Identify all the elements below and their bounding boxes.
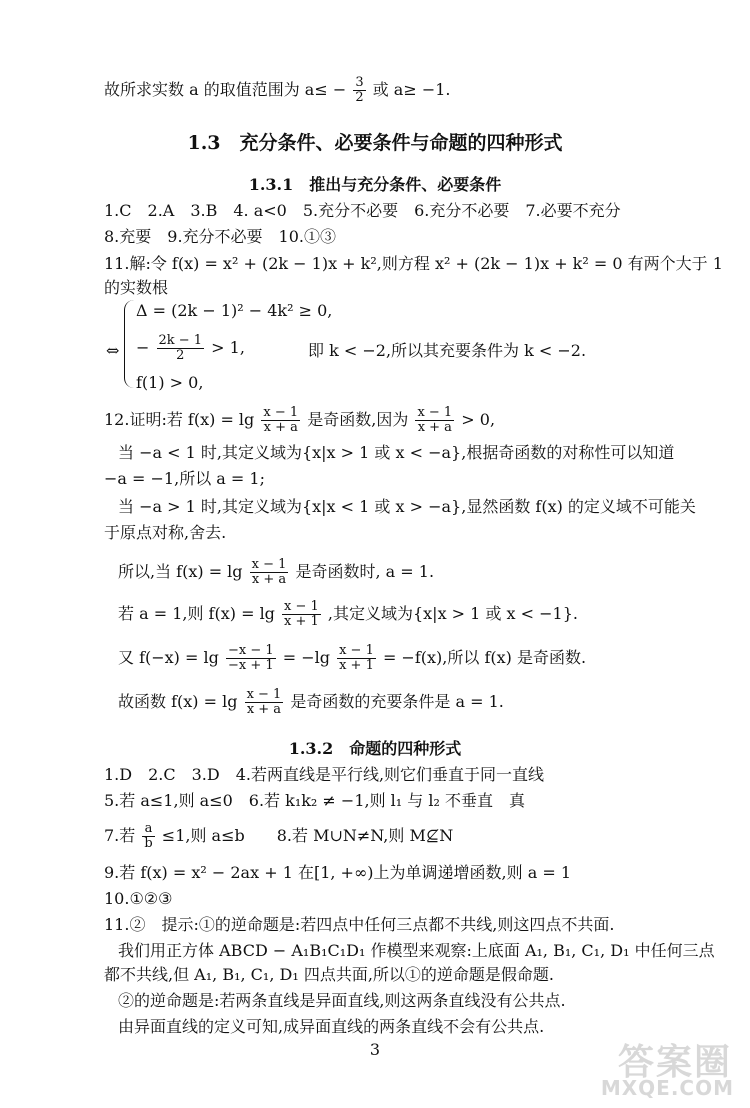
- subsection-title-1: 1.3.1 推出与充分条件、必要条件: [248, 175, 502, 194]
- answers-row-2: 8.充要 9.充分不必要 10.①③: [104, 227, 336, 246]
- problem-12-line-1: 12.证明:若 f(x) = lg $\frac{x - 1}{x + a}$ 是奇函数,因为 $\frac{x - 1}{x + a}$ > 0,: [104, 405, 496, 435]
- if-a-equals-1-line: 若 a = 1,则 f(x) = lg $\frac{x - 1}{x + 1}$ ,其定义域为{x|x > 1 或 x < −1}.: [118, 599, 578, 629]
- answers-2-row-1: 1.D 2.C 3.D 4.若两直线是平行线,则它们垂直于同一直线: [104, 765, 545, 784]
- problem-11b-line-5: 由异面直线的定义可知,成异面直线的两条直线不会有公共点.: [118, 1017, 545, 1036]
- case-1-line-2: −a = −1,所以 a = 1;: [104, 469, 265, 488]
- text: 故所求实数 a 的取值范围为 a≤ −: [104, 80, 347, 99]
- answers-2-row-2: 5.若 a≤1,则 a≤0 6.若 k₁k₂ ≠ −1,则 l₁ 与 l₂ 不垂直 真: [104, 791, 526, 810]
- section-title: 1.3 充分条件、必要条件与命题的四种形式: [187, 132, 563, 154]
- conclusion-line: 所以,当 f(x) = lg $\frac{x - 1}{x + a}$ 是奇函数时, a = 1.: [118, 557, 435, 587]
- problem-11b-line-3: 都不共线,但 A₁, B₁, C₁, D₁ 四点共面,所以①的逆命题是假命题.: [104, 965, 554, 984]
- text: 或 a≥ −1.: [372, 80, 451, 99]
- odd-function-check-line: 又 f(−x) = lg $\frac{-x - 1}{-x + 1}$ = −lg $\frac{x - 1}{x + 1}$ = −f(x),所以 f(x) 是奇函数.: [118, 643, 587, 673]
- fraction: $\frac{x - 1}{x + 1}$: [284, 599, 319, 629]
- system-conclusion: 即 k < −2,所以其充要条件为 k < −2.: [308, 341, 587, 360]
- fraction: $\frac{x - 1}{x + a}$: [246, 687, 282, 717]
- problem-11-line-1: 11.解:令 f(x) = x² + (2k − 1)x + k²,则方程 x² + (2k − 1)x + k² = 0 有两个大于 1: [104, 254, 723, 273]
- fraction: $\frac{x - 1}{x + a}$: [263, 405, 299, 435]
- page-number: 3: [369, 1040, 381, 1059]
- answers-2-row-3: 7.若 $\frac{a}{b}$ ≤1,则 a≤b 8.若 M∪N≠N,则 M⊈N: [104, 821, 454, 851]
- system-row-3: f(1) > 0,: [136, 373, 204, 392]
- problem-11b-line-1: 11.② 提示:①的逆命题是:若四点中任何三点都不共线,则这四点不共面.: [104, 915, 615, 934]
- answers-2-row-5: 10.①②③: [104, 889, 173, 908]
- subsection-title-2: 1.3.2 命题的四种形式: [288, 739, 462, 758]
- system-row-2: − $\frac{2k - 1}{2}$ > 1,: [136, 333, 245, 363]
- case-1-line-1: 当 −a < 1 时,其定义域为{x|x > 1 或 x < −a},根据奇函数的对称性可以知道: [118, 443, 675, 462]
- fraction: $\frac{3}{2}$: [355, 75, 364, 105]
- problem-11b-line-2: 我们用正方体 ABCD − A₁B₁C₁D₁ 作模型来观察:上底面 A₁, B₁, C₁, D₁ 中任何三点: [118, 941, 715, 960]
- system-row-1: Δ = (2k − 1)² − 4k² ≥ 0,: [136, 301, 333, 320]
- fraction: $\frac{x - 1}{x + a}$: [417, 405, 453, 435]
- problem-11-line-2: 的实数根: [104, 278, 169, 297]
- answers-2-row-4: 9.若 f(x) = x² − 2ax + 1 在[1, +∞)上为单调递增函数,则 a = 1: [104, 863, 572, 882]
- answer-range-line: [104, 76, 451, 105]
- fraction: $\frac{2k - 1}{2}$: [158, 333, 203, 363]
- equivalence-arrow: ⇔: [106, 341, 120, 360]
- fraction: $\frac{x - 1}{x + 1}$: [339, 643, 374, 673]
- case-2-line-1: 当 −a > 1 时,其定义域为{x|x < 1 或 x > −a},显然函数 f(x) 的定义域不可能关: [118, 497, 696, 516]
- case-2-line-2: 于原点对称,舍去.: [104, 523, 227, 542]
- fraction: $\frac{-x - 1}{-x + 1}$: [227, 643, 274, 673]
- watermark-logo: 答案圈 MXQE.COM: [600, 1042, 734, 1100]
- answers-row-1: 1.C 2.A 3.B 4. a<0 5.充分不必要 6.充分不必要 7.必要不充分: [104, 201, 621, 220]
- fraction: $\frac{a}{b}$: [144, 821, 153, 851]
- system-brace: [124, 300, 135, 388]
- final-conclusion-line: 故函数 f(x) = lg $\frac{x - 1}{x + a}$ 是奇函数的充要条件是 a = 1.: [118, 687, 504, 717]
- problem-11b-line-4: ②的逆命题是:若两条直线是异面直线,则这两条直线没有公共点.: [118, 991, 566, 1010]
- fraction: $\frac{x - 1}{x + a}$: [251, 557, 287, 587]
